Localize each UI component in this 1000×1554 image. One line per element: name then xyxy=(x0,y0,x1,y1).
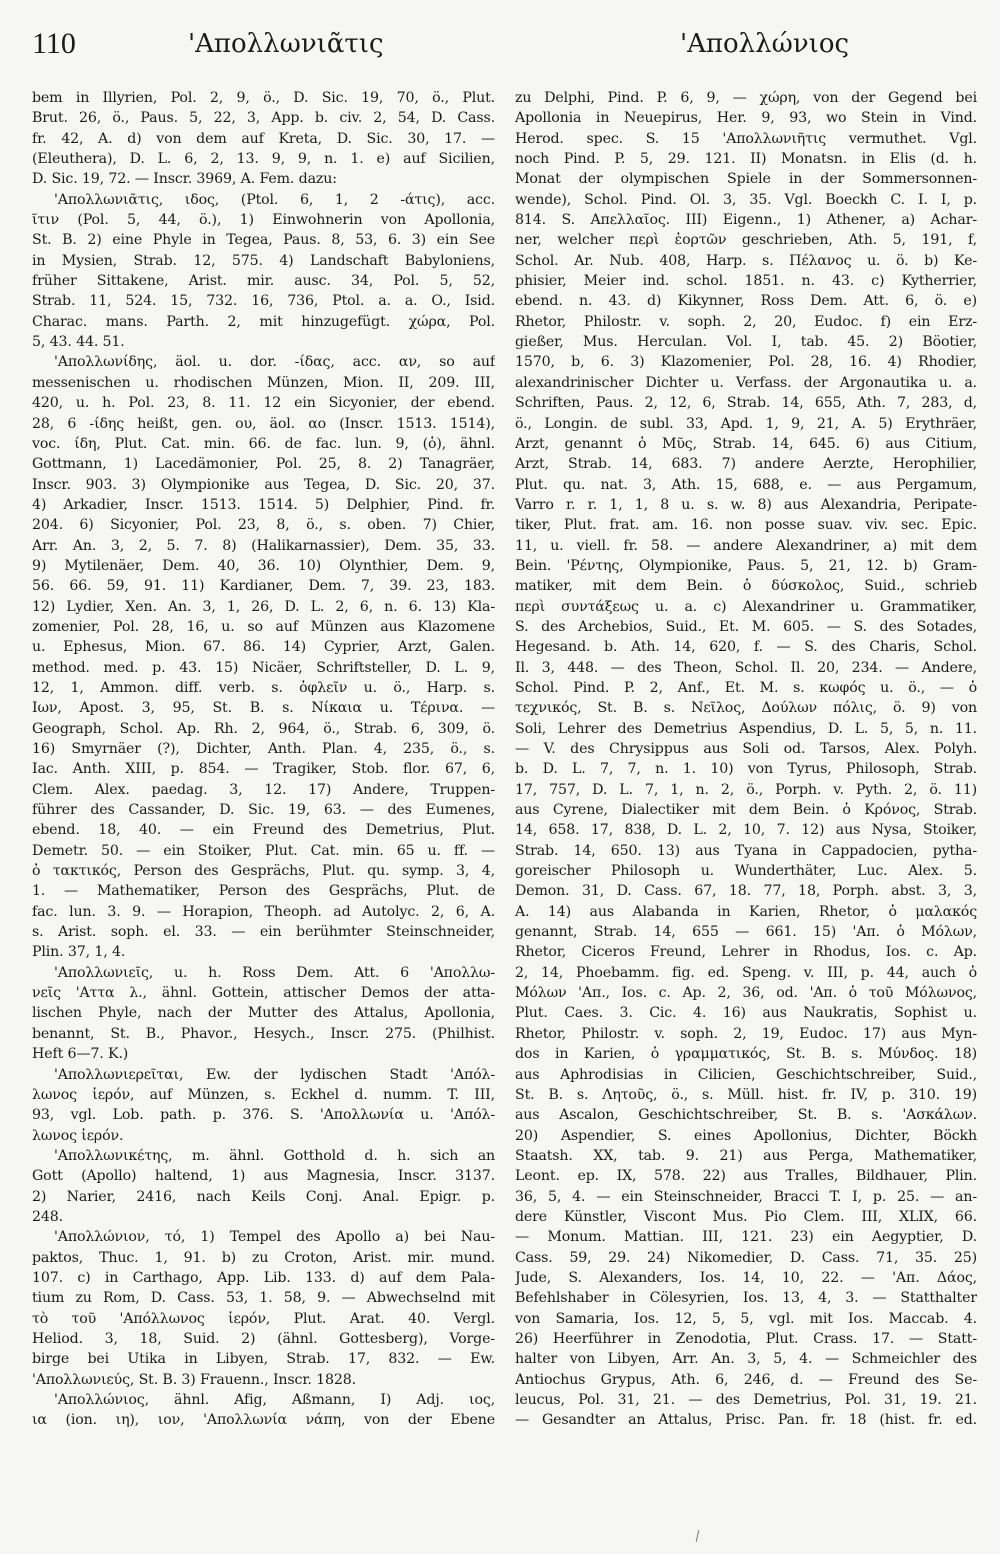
text-line: messenischen u. rhodischen Münzen, Mion. II, 209. III, xyxy=(32,374,495,391)
text-line: Hegesand. b. Ath. 14, 620, f. — S. des Charis, Schol. xyxy=(515,639,977,656)
text-line: νεῖς 'Αττα λ., ähnl. Gottein, attischer Demos der atta- xyxy=(32,985,495,1002)
text-line: Apollonia in Neuepirus, Her. 9, 93, wo Stein in Vind. xyxy=(515,110,977,127)
text-line: 93, vgl. Lob. path. p. 376. S. 'Απολλωνία u. 'Απόλ- xyxy=(32,1107,495,1124)
text-line: — V. des Chrysippus aus Soli od. Tarsos, Alex. Polyh. xyxy=(515,741,977,757)
text-line: 107. c) in Carthago, App. Lib. 133. d) auf dem Pala- xyxy=(32,1269,495,1286)
right-column xyxy=(515,88,977,1431)
text-line: phisier, Meier ind. schol. 1851. n. 43. c) Kytherrier, xyxy=(515,273,977,290)
text-line: 'Απολλωνιερεῖται, Ew. der lydischen Stadt 'Απόλ- xyxy=(54,1066,495,1083)
text-line: 12) Lydier, Xen. An. 3, 1, 26, D. L. 2, 6, n. 6. 13) Kla- xyxy=(32,598,495,615)
text-line: Rhetor, Philostr. v. soph. 2, 19, Eudoc. 17) aus Myn- xyxy=(515,1025,977,1042)
text-line: Arzt, genannt ὁ Μῦς, Strab. 14, 645. 6) aus Citium, xyxy=(515,435,977,452)
text-line: 'Απολλωνικέτης, m. ähnl. Gotthold d. h. sich an xyxy=(54,1147,495,1164)
text-line: halter von Libyen, Arr. An. 3, 5, 4. — Schmeichler des xyxy=(515,1351,977,1368)
text-line: alexandrinischer Dichter u. Verfass. der Argonautika u. a. xyxy=(515,374,977,391)
text-line: Charac. mans. Parth. 2, mit hinzugefügt. χώρα, Pol. xyxy=(32,313,495,330)
text-line: wende), Schol. Pind. Ol. 3, 35. Vgl. Boeckh C. I. I, p. xyxy=(515,191,977,208)
text-line: 12, 1, Ammon. diff. verb. s. ὀφλεῖν u. ö., Harp. s. xyxy=(32,679,495,696)
text-line: (Eleuthera), D. L. 6, 2, 13. 9, 9, n. 1. e) auf Sicilien, xyxy=(32,151,495,168)
text-line: Demon. 31, D. Cass. 67, 18. 77, 18, Porph. abst. 3, 3, xyxy=(515,883,977,900)
text-line: 14, 658. 17, 838, D. L. 2, 10, 7. 12) aus Nysa, Stoiker, xyxy=(515,822,977,839)
text-line: ια (ion. ιη), ιον, 'Απολλωνία νάπη, von der Ebene xyxy=(32,1412,495,1429)
text-line: genannt, Strab. 14, 655 — 661. 15) 'Απ. ὁ Μόλων, xyxy=(515,924,977,941)
text-line: Inscr. 903. 3) Olympionike aus Tegea, D. Sic. 20, 37. xyxy=(32,476,495,493)
text-line: benannt, St. B., Phavor., Hesych., Inscr. 275. (Philhist. xyxy=(32,1025,495,1042)
text-line: birge bei Utika in Libyen, Strab. 17, 832. — Ew. xyxy=(32,1351,495,1368)
text-line: führer des Cassander, D. Sic. 19, 63. — des Eumenes, xyxy=(32,802,495,819)
text-line: Leont. ep. IX, 578. 22) aus Tralles, Bildhauer, Plin. xyxy=(515,1168,977,1185)
text-line: Rhetor, Ciceros Freund, Lehrer in Rhodus, Ios. c. Ap. xyxy=(515,944,977,961)
text-line: Soli, Lehrer des Demetrius Aspendius, D. L. 5, 5, n. 11. xyxy=(515,720,977,737)
text-line: Plut. qu. nat. 3, Ath. 15, 688, e. — aus Pergamum, xyxy=(515,476,977,493)
text-line: matiker, mit dem Bein. ὁ δύσκολος, Suid., schrieb xyxy=(515,578,977,595)
text-line: Plut. Caes. 3. Cic. 4. 16) aus Naukratis, Sophist u. xyxy=(515,1005,977,1022)
text-line: St. B. 2) eine Phyle in Tegea, Paus. 8, 53, 6. 3) ein See xyxy=(32,232,495,249)
text-line: Antiochus Grypus, Ath. 6, 246, d. — Freund des Se- xyxy=(515,1371,977,1388)
text-line: Demetr. 50. — ein Stoiker, Plut. Cat. min. 65 u. ff. — xyxy=(32,842,495,859)
text-line: u. Ephesus, Mion. 67. 86. 14) Cyprier, Arzt, Galen. xyxy=(32,639,495,656)
text-line: fr. 42, A. d) von dem auf Kreta, D. Sic. 30, 17. — xyxy=(32,130,495,147)
text-line: 4) Arkadier, Inscr. 1513. 1514. 5) Delphier, Pind. fr. xyxy=(32,496,495,513)
text-line: dere Künstler, Viscont Mus. Pio Clem. III, XLIX, 66. xyxy=(515,1208,977,1225)
text-line: 'Απολλωνιᾶτις, ιδος, (Ptol. 6, 1, 2 -άτις), acc. xyxy=(54,191,495,208)
text-line: Strab. 14, 650. 13) aus Tyana in Cappadocien, pytha- xyxy=(515,842,977,859)
text-line: ῖτιν (Pol. 5, 44, ö.), 1) Einwohnerin von Apollonia, xyxy=(32,212,495,229)
text-line: 11, u. viell. fr. 58. — andere Alexandriner, a) mit dem xyxy=(515,537,977,554)
text-line: Il. 3, 448. — des Theon, Schol. Il. 20, 234. — Andere, xyxy=(515,659,977,676)
text-line: Gott (Apollo) haltend, 1) aus Magnesia, Inscr. 3137. xyxy=(32,1168,495,1185)
text-line: ebend. 18, 40. — ein Freund des Demetrius, Plut. xyxy=(32,822,495,839)
text-line: Gottmann, 1) Lacedämonier, Pol. 25, 8. 2) Tanagräer, xyxy=(32,456,495,473)
text-line: 'Απολλώνιον, τό, 1) Tempel des Apollo a) bei Nau- xyxy=(54,1229,495,1246)
text-line: lischen Phyle, nach der Mutter des Attalus, Apollonia, xyxy=(32,1005,495,1022)
text-line: ebend. n. 43. d) Kikynner, Ross Dem. Att. 6, ö. e) xyxy=(515,293,977,310)
text-line: 1570, b, 6. 3) Klazomenier, Pol. 28, 16. 4) Rhodier, xyxy=(515,354,977,371)
text-line: 'Απολλωνιεῖς, u. h. Ross Dem. Att. 6 'Απολλω- xyxy=(54,964,495,981)
text-line: 56. 66. 59, 91. 11) Kardianer, Dem. 7, 39. 23, 183. xyxy=(32,578,495,595)
text-line: Varro r. r. 1, 1, 8 u. s. w. 8) aus Alexandria, Peripate- xyxy=(515,496,977,513)
text-line: λωνος ἱερόν. xyxy=(32,1127,124,1144)
text-line: 814. S. Απελλαῖος. III) Eigenn., 1) Athener, a) Achar- xyxy=(515,212,977,229)
text-line: 36, 5, 4. — ein Steinschneider, Bracci T. I, p. 25. — an- xyxy=(515,1188,977,1205)
text-line: Heft 6—7. K.) xyxy=(32,1046,129,1063)
running-head-left: 'Απολλωνιᾶτις xyxy=(188,29,384,59)
text-line: Arzt, Strab. 14, 683. 7) andere Aerzte, Herophilier, xyxy=(515,456,977,473)
text-line: goreischer Philosoph u. Wunderthäter, Luc. Alex. 5. xyxy=(515,863,977,880)
text-line: tium zu Rom, D. Cass. 53, 1. 58, 9. — Abwechselnd mit xyxy=(32,1290,495,1307)
text-line: leucus, Pol. 31, 21. — des Demetrius, Pol. 31, 19. 21. xyxy=(515,1392,977,1408)
text-line: — Gesandter an Attalus, Prisc. Pan. fr. 18 (hist. fr. ed. xyxy=(515,1412,977,1429)
text-line: 204. 6) Sicyonier, Pol. 23, 8, ö., s. oben. 7) Chier, xyxy=(32,517,495,534)
text-line: von Samaria, Ios. 12, 5, 5, vgl. mit Ios. Maccab. 4. xyxy=(515,1310,977,1327)
text-line: zu Delphi, Pind. P. 6, 9, — χώρη, von der Gegend bei xyxy=(515,90,977,106)
text-line: Schol. Pind. P. 2, Anf., Et. M. s. κωφός u. ö., — ὁ xyxy=(515,679,977,696)
text-line: 2, 14, Phoebamm. fig. ed. Speng. v. III, p. 44, auch ὁ xyxy=(515,964,977,981)
text-line: Jude, S. Alexanders, Ios. 14, 10, 22. — 'Απ. Δάος, xyxy=(515,1269,977,1286)
text-line: Bein. 'Ρέντης, Olympionike, Paus. 5, 21, 12. b) Gram- xyxy=(515,557,977,574)
text-line: Herod. spec. S. 15 'Απολλωνιῆτις vermuthet. Vgl. xyxy=(515,130,977,147)
text-line: Rhetor, Philostr. v. soph. 2, 20, Eudoc. f) ein Erz- xyxy=(515,313,977,330)
text-line: ner, welcher περὶ ἑορτῶν geschrieben, Ath. 5, 191, f, xyxy=(515,232,977,249)
text-line: aus Cyrene, Dialectiker mit dem Bein. ὁ Κρόνος, Strab. xyxy=(515,802,977,819)
text-line: paktos, Thuc. 1, 91. b) zu Croton, Arist. mir. mund. xyxy=(32,1249,495,1266)
text-line: 28, 6 -ίδης heißt, gen. ου, äol. αο (Inscr. 1513. 1514), xyxy=(32,415,495,432)
text-line: D. Sic. 19, 72. — Inscr. 3969, A. Fem. dazu: xyxy=(32,171,337,188)
text-line: Staatsh. XX, tab. 9. 21) aus Perga, Mathematiker, xyxy=(515,1147,977,1164)
text-line: Schriften, Paus. 2, 12, 6, Strab. 14, 655, Ath. 7, 283, d, xyxy=(515,395,977,412)
text-line: 'Απολλωνιεύς, St. B. 3) Frauenn., Inscr. 1828. xyxy=(32,1371,356,1388)
text-line: voc. ίδη, Plut. Cat. min. 66. de fac. lun. 9, (ὁ), ähnl. xyxy=(32,435,495,452)
text-line: τεχνικός, St. B. s. Νεῖλος, Δούλων πόλις, ö. 9) von xyxy=(515,700,977,717)
text-line: Cass. 59, 29. 24) Nikomedier, D. Cass. 71, 35. 25) xyxy=(515,1249,977,1266)
text-line: bem in Illyrien, Pol. 2, 9, ö., D. Sic. 19, 70, ö., Plut. xyxy=(32,90,495,106)
text-line: 248. xyxy=(32,1208,63,1225)
text-line: — Monum. Mattian. III, 121. 23) ein Aegyptier, D. xyxy=(515,1229,977,1246)
stray-mark xyxy=(696,1530,699,1542)
text-line: Schol. Ar. Nub. 408, Harp. s. Πέλανος u. ö. b) Ke- xyxy=(515,252,977,269)
text-line: aus Aphrodisias in Cilicien, Geschichtschreiber, Suid., xyxy=(515,1066,977,1083)
text-line: tiker, Plut. frat. am. 16. non posse suav. viv. sec. Epic. xyxy=(515,517,977,534)
text-line: in Mysien, Strab. 12, 575. 4) Landschaft Babyloniens, xyxy=(32,252,495,269)
text-line: 9) Mytilenäer, Dem. 40, 36. 10) Olynthier, Dem. 9, xyxy=(32,557,495,574)
text-line: Heliod. 3, 18, Suid. 2) (ähnl. Gottesberg), Vorge- xyxy=(32,1330,495,1347)
running-head-right: 'Απολλώνιος xyxy=(680,29,850,59)
text-line: A. 14) aus Alabanda in Karien, Rhetor, ὁ μαλακός xyxy=(515,903,977,920)
text-line: 5, 43. 44. 51. xyxy=(32,334,125,351)
text-line: 'Απολλωνίδης, äol. u. dor. -ίδας, acc. αν, so auf xyxy=(54,354,495,371)
text-line: 'Απολλώνιος, ähnl. Afig, Aßmann, I) Adj. ιος, xyxy=(54,1392,495,1408)
text-line: fac. lun. 3. 9. — Horapion, Theoph. ad Autolyc. 2, 6, A. xyxy=(32,903,495,920)
text-line: 1. — Mathematiker, Person des Gesprächs, Plut. de xyxy=(32,883,495,900)
text-line: ö., Longin. de subl. 33, Apd. 1, 9, 21, A. 5) Erythräer, xyxy=(515,415,977,432)
text-line: noch Pind. P. 5, 29. 121. II) Monatsn. in Elis (d. h. xyxy=(515,151,977,168)
text-line: 420, u. h. Pol. 23, 8. 11. 12 ein Sicyonier, der ebend. xyxy=(32,395,495,412)
text-line: λωνος ἱερόν, auf Münzen, s. Eckhel d. numm. T. III, xyxy=(32,1086,495,1103)
text-line: Plin. 37, 1, 4. xyxy=(32,944,126,961)
text-line: Geograph, Schol. Ap. Rh. 2, 964, ö., Strab. 6, 309, ö. xyxy=(32,720,495,737)
text-line: Befehlshaber in Cölesyrien, Ios. 13, 4, 3. — Statthalter xyxy=(515,1290,977,1307)
text-line: Iac. Anth. XIII, p. 854. — Tragiker, Stob. flor. 67, 6, xyxy=(32,761,495,778)
text-line: S. des Archebios, Suid., Et. M. 605. — S. des Sotades, xyxy=(515,618,977,635)
text-line: Strab. 11, 524. 15, 732. 16, 736, Ptol. a. a. O., Isid. xyxy=(32,293,495,310)
text-line: Clem. Alex. paedag. 3, 12. 17) Andere, Truppen- xyxy=(32,781,495,798)
text-line: 2) Narier, 2416, nach Keils Conj. Anal. Epigr. p. xyxy=(32,1188,495,1205)
text-line: τὸ τοῦ 'Απόλλωνος ἱερόν, Plut. Arat. 40. Vergl. xyxy=(32,1310,495,1327)
text-line: Ιων, Apost. 3, 95, St. B. s. Νίκαια u. Τέρινα. — xyxy=(32,700,495,717)
text-line: method. med. p. 43. 15) Nicäer, Schriftsteller, D. L. 9, xyxy=(32,659,495,676)
page-number: 110 xyxy=(32,27,76,60)
text-line: ὁ τακτικός, Person des Gesprächs, Plut. qu. symp. 3, 4, xyxy=(32,863,495,880)
text-line: St. B. s. Λητοῦς, ö., s. Müll. hist. fr. IV, p. 310. 19) xyxy=(515,1086,977,1103)
text-line: Brut. 26, ö., Paus. 5, 22, 3, App. b. civ. 2, 54, D. Cass. xyxy=(32,110,495,127)
text-line: b. D. L. 7, 7, n. 1. 10) von Tyrus, Philosoph, Strab. xyxy=(515,761,977,778)
text-line: 20) Aspendier, S. eines Apollonius, Dichter, Böckh xyxy=(515,1127,977,1144)
text-line: gießer, Mus. Herculan. Vol. I, tab. 45. 2) Böotier, xyxy=(515,334,977,351)
text-line: Μόλων 'Απ., Ios. c. Ap. 2, 36, od. 'Απ. ὁ τοῦ Μόλωνος, xyxy=(515,985,977,1002)
text-line: s. Arist. soph. el. 33. — ein berühmter Steinschneider, xyxy=(32,924,495,941)
text-line: Arr. An. 3, 2, 5. 7. 8) (Halikarnassier), Dem. 35, 33. xyxy=(32,537,495,554)
text-line: aus Ascalon, Geschichtschreiber, St. B. s. 'Ασκάλων. xyxy=(515,1107,977,1124)
text-line: περὶ συντάξεως u. a. c) Alexandriner u. Grammatiker, xyxy=(515,598,977,615)
text-line: 26) Heerführer in Zenodotia, Plut. Crass. 17. — Statt- xyxy=(515,1330,977,1347)
text-line: dos in Karien, ὁ γραμματικός, St. B. s. Μύνδος. 18) xyxy=(515,1046,977,1063)
text-line: 17, 757, D. L. 7, 1, n. 2, ö., Porph. v. Pyth. 2, ö. 11) xyxy=(515,781,977,798)
text-line: Monat der olympischen Spiele in der Sommersonnen- xyxy=(515,171,977,188)
text-line: 16) Smyrnäer (?), Dichter, Anth. Plan. 4, 235, ö., s. xyxy=(32,741,495,757)
text-line: zomenier, Pol. 28, 16, u. so auf Münzen aus Klazomene xyxy=(32,618,495,635)
left-column xyxy=(32,88,495,1431)
text-line: früher Sittakene, Arist. mir. ausc. 34, Pol. 5, 52, xyxy=(32,273,495,290)
